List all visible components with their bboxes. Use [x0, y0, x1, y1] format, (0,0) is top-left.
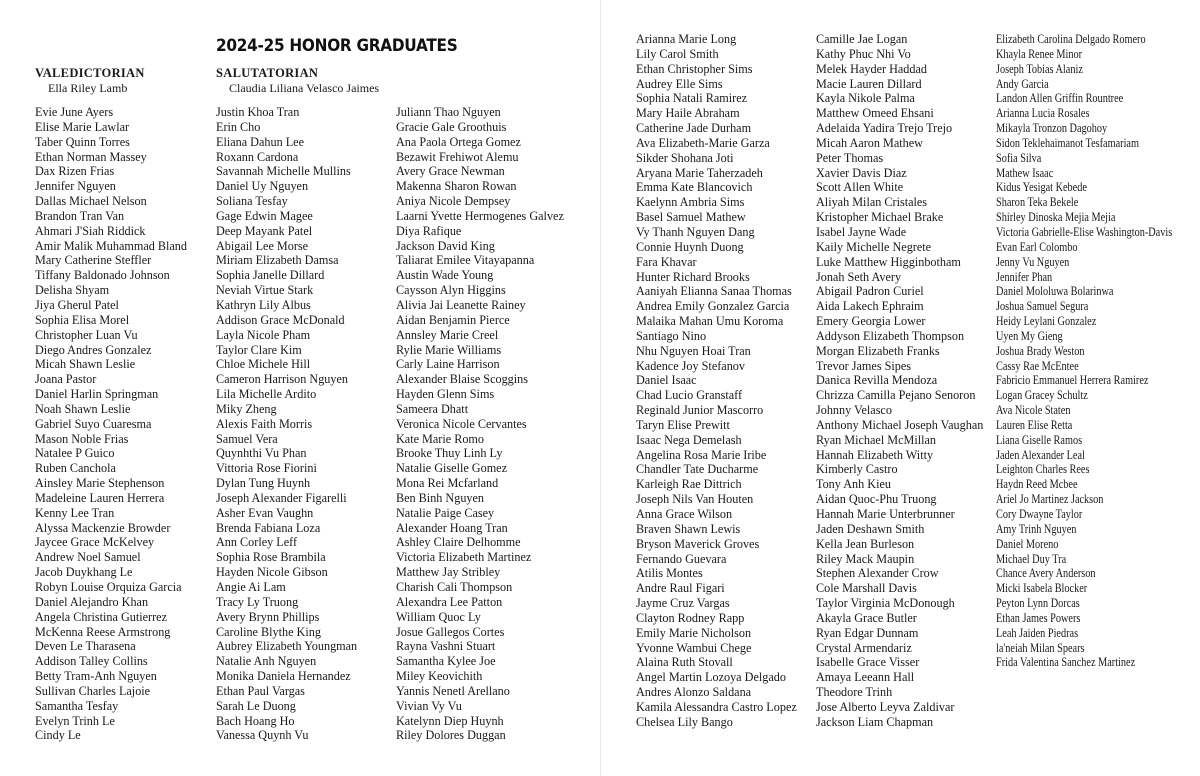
- graduate-name: Jose Alberto Leyva Zaldivar: [816, 699, 955, 714]
- graduate-name: Andy Garcia: [996, 76, 1049, 91]
- graduate-name: Charish Cali Thompson: [396, 580, 513, 594]
- graduate-name: Yvonne Wambui Chege: [636, 640, 752, 655]
- graduate-name: Hunter Richard Brooks: [636, 269, 750, 284]
- graduate-name: Aubrey Elizabeth Youngman: [216, 639, 358, 654]
- graduate-name: Morgan Elizabeth Franks: [816, 343, 940, 358]
- salutatorian-label: SALUTATORIAN: [216, 66, 319, 80]
- graduate-name: Melek Hayder Haddad: [816, 61, 927, 76]
- graduate-name: Matthew Jay Stribley: [396, 565, 501, 580]
- graduate-name: Mathew Isaac: [996, 165, 1054, 180]
- graduate-name: Danica Revilla Mendoza: [816, 373, 938, 388]
- graduate-name: Noah Shawn Leslie: [35, 401, 131, 416]
- graduate-name: Kathryn Lily Albus: [216, 297, 311, 312]
- graduate-name: Alexandra Lee Patton: [396, 594, 503, 609]
- graduate-name: Joseph Nils Van Houten: [636, 492, 754, 507]
- page-spread-divider: [600, 0, 601, 776]
- graduate-name: Sophia Elisa Morel: [35, 312, 130, 327]
- graduate-name: Natalie Giselle Gomez: [396, 461, 507, 476]
- graduate-name: Sameera Dhatt: [396, 401, 469, 416]
- graduate-name: Fara Khavar: [636, 254, 697, 269]
- graduate-name: Daniel Isaac: [636, 373, 697, 388]
- graduate-name: Haydn Reed Mcbee: [996, 477, 1078, 492]
- graduate-name: Scott Allen White: [816, 180, 904, 195]
- graduate-name: Taryn Elise Prewitt: [636, 417, 730, 432]
- graduate-list-column-1: [35, 105, 187, 743]
- graduate-name: Ben Binh Nguyen: [396, 490, 485, 505]
- graduate-name: Aida Lakech Ephraim: [816, 299, 924, 314]
- graduate-name: Lauren Elise Retta: [996, 417, 1073, 432]
- graduate-name: Addyson Elizabeth Thompson: [816, 328, 965, 343]
- graduate-name: Stephen Alexander Crow: [816, 566, 939, 581]
- graduate-name: Logan Gracey Schultz: [996, 388, 1088, 403]
- graduate-name: Jiya Gherul Patel: [35, 297, 119, 312]
- graduate-name: Hannah Marie Unterbrunner: [816, 507, 955, 521]
- graduate-name: Aniya Nicole Dempsey: [396, 194, 511, 209]
- graduate-name: Hayden Nicole Gibson: [216, 565, 328, 580]
- graduate-name: Mary Haile Abraham: [636, 106, 740, 121]
- graduate-name: Mona Rei Mcfarland: [396, 476, 499, 491]
- graduate-name: Ethan James Powers: [996, 610, 1081, 625]
- graduate-name: Matthew Omeed Ehsani: [816, 106, 934, 121]
- graduate-name: Vivian Vy Vu: [396, 698, 462, 713]
- graduate-name: Hayden Glenn Sims: [396, 387, 495, 402]
- graduate-name: Brenda Fabiana Loza: [216, 520, 321, 535]
- graduate-name: Isabelle Grace Visser: [816, 655, 920, 670]
- graduate-name: Daniel Uy Nguyen: [216, 179, 309, 194]
- graduate-name: Daniel Moreno: [996, 536, 1059, 551]
- graduate-name: Juliann Thao Nguyen: [396, 105, 501, 119]
- graduate-name: Lily Carol Smith: [636, 46, 719, 61]
- graduate-name: Riley Dolores Duggan: [396, 728, 506, 743]
- graduate-name: Jaden Alexander Leal: [996, 447, 1085, 462]
- graduate-name: Jaden Deshawn Smith: [816, 521, 925, 536]
- graduate-name: Peter Thomas: [816, 150, 884, 165]
- graduate-name: Sarah Le Duong: [216, 698, 296, 713]
- graduate-name: Kimberly Castro: [816, 462, 898, 477]
- graduate-name: Macie Lauren Dillard: [816, 76, 922, 91]
- graduate-name: Frida Valentina Sanchez Martinez: [996, 655, 1136, 670]
- graduate-list-column-6: [996, 32, 1200, 670]
- graduate-name: Isaac Nega Demelash: [636, 432, 742, 447]
- graduate-name: Makenna Sharon Rowan: [396, 179, 517, 194]
- graduate-name: Hannah Elizabeth Witty: [816, 447, 934, 462]
- graduate-name: Fernando Guevara: [636, 551, 727, 566]
- graduate-name: Angie Ai Lam: [216, 580, 286, 594]
- graduate-name: Kenny Lee Tran: [35, 505, 115, 520]
- graduate-name: Eliana Dahun Lee: [216, 134, 304, 149]
- graduate-name: Taliarat Emilee Vitayapanna: [396, 253, 535, 268]
- graduate-name: Audrey Elle Sims: [636, 76, 723, 91]
- graduate-name: Ryan Michael McMillan: [816, 432, 937, 447]
- graduate-name: Sophia Rose Brambila: [216, 550, 326, 565]
- graduate-name: Taber Quinn Torres: [35, 134, 130, 149]
- graduate-name: Micah Aaron Mathew: [816, 135, 923, 150]
- graduate-name: Joshua Brady Weston: [996, 343, 1085, 358]
- graduate-name: Amaya Leeann Hall: [816, 670, 915, 685]
- graduate-name: Yannis Nenetl Arellano: [396, 683, 510, 698]
- graduate-name: Victoria Elizabeth Martinez: [396, 550, 532, 565]
- page-title: 2024-25 HONOR GRADUATES: [216, 36, 458, 56]
- graduate-name: Aliyah Milan Cristales: [816, 195, 928, 210]
- graduate-name: Diya Rafique: [396, 223, 462, 238]
- graduate-name: Jennifer Nguyen: [35, 179, 116, 194]
- graduate-name: Katelynn Diep Huynh: [396, 713, 504, 728]
- graduate-name: Diego Andres Gonzalez: [35, 342, 152, 357]
- graduate-name: Jayme Cruz Vargas: [636, 596, 730, 611]
- graduate-name: Shirley Dinoska Mejia Mejia: [996, 210, 1116, 225]
- graduate-name: Sikder Shohana Joti: [636, 150, 734, 165]
- graduate-name: Elise Marie Lawlar: [35, 119, 130, 134]
- graduate-name: Chrizza Camilla Pejano Senoron: [816, 388, 976, 403]
- graduate-name: Jackson Liam Chapman: [816, 714, 934, 729]
- graduate-name: Lila Michelle Ardito: [216, 387, 317, 402]
- graduate-name: Andres Alonzo Saldana: [636, 685, 752, 700]
- graduate-name: Karleigh Rae Dittrich: [636, 477, 742, 492]
- graduate-name: Mikayla Tronzon Dagohoy: [996, 121, 1108, 136]
- graduate-name: Chance Avery Anderson: [996, 566, 1096, 581]
- graduate-name: Andre Raul Figari: [636, 581, 725, 596]
- graduate-name: Tracy Ly Truong: [216, 594, 299, 609]
- graduate-name: Alaina Ruth Stovall: [636, 655, 733, 670]
- graduate-name: Joseph Alexander Figarelli: [216, 490, 347, 505]
- graduate-name: Kathy Phuc Nhi Vo: [816, 46, 911, 61]
- graduate-name: Bryson Maverick Groves: [636, 536, 760, 551]
- graduate-name: Vy Thanh Nguyen Dang: [636, 224, 755, 239]
- graduate-name: Austin Wade Young: [396, 268, 494, 283]
- graduate-name: Cassy Rae McEntee: [996, 358, 1079, 373]
- graduate-name: Ann Corley Leff: [216, 535, 298, 550]
- graduate-name: Madeleine Lauren Herrera: [35, 490, 165, 505]
- graduate-name: Veronica Nicole Cervantes: [396, 416, 527, 431]
- graduate-name: Ana Paola Ortega Gomez: [396, 134, 521, 149]
- graduate-name: Caysson Alyn Higgins: [396, 283, 506, 298]
- graduate-name: Chandler Tate Ducharme: [636, 462, 759, 477]
- graduate-name: Chad Lucio Granstaff: [636, 388, 743, 403]
- graduate-name: Asher Evan Vaughn: [216, 505, 314, 520]
- graduate-name: Layla Nicole Pham: [216, 327, 311, 342]
- graduate-name: Cory Dwayne Taylor: [996, 507, 1083, 521]
- graduate-name: Taylor Virginia McDonough: [816, 596, 955, 611]
- graduate-name: Fabricio Emmanuel Herrera Ramirez: [996, 373, 1149, 388]
- graduate-name: Landon Allen Griffin Rountree: [996, 91, 1124, 106]
- graduate-name: Santiago Nino: [636, 328, 707, 343]
- graduate-name: Jonah Seth Avery: [816, 269, 902, 284]
- graduate-name: Jenny Vu Nguyen: [996, 254, 1070, 269]
- graduate-name: Samantha Kylee Joe: [396, 654, 496, 669]
- graduate-name: Daniel Alejandro Khan: [35, 594, 149, 609]
- graduate-name: Miky Zheng: [216, 401, 277, 416]
- graduate-name: Riley Mack Maupin: [816, 551, 915, 566]
- graduate-name: Vanessa Quynh Vu: [216, 728, 309, 743]
- graduate-name: Kristopher Michael Brake: [816, 210, 944, 225]
- graduate-name: Alyssa Mackenzie Browder: [35, 520, 171, 535]
- graduate-name: Catherine Jade Durham: [636, 121, 752, 136]
- graduate-name: Abigail Padron Curiel: [816, 284, 924, 299]
- graduate-name: Angela Christina Gutierrez: [35, 609, 167, 624]
- graduate-name: Alexander Hoang Tran: [396, 520, 508, 535]
- graduate-name: Tony Anh Kieu: [816, 477, 891, 492]
- graduate-name: Miley Keovichith: [396, 669, 483, 684]
- graduate-name: Alivia Jai Leanette Rainey: [396, 297, 526, 312]
- graduate-name: Jackson David King: [396, 238, 495, 253]
- graduate-name: Sophia Natali Ramirez: [636, 91, 748, 106]
- graduate-name: Dylan Tung Huynh: [216, 476, 311, 491]
- graduate-name: Amir Malik Muhammad Bland: [35, 238, 187, 253]
- graduate-name: Aryana Marie Taherzadeh: [636, 165, 763, 180]
- graduate-name: Ethan Christopher Sims: [636, 61, 753, 76]
- graduate-name: Malaika Mahan Umu Koroma: [636, 314, 784, 329]
- graduate-name: Sullivan Charles Lajoie: [35, 683, 151, 698]
- graduate-name: Ava Nicole Staten: [996, 403, 1071, 418]
- graduate-name: Kamila Alessandra Castro Lopez: [636, 699, 797, 714]
- graduate-name: Arianna Lucia Rosales: [996, 106, 1090, 121]
- graduate-name: Samantha Tesfay: [35, 698, 119, 713]
- graduate-name: Kate Marie Romo: [396, 431, 484, 446]
- graduate-name: Ruben Canchola: [35, 461, 116, 476]
- graduate-name: Monika Daniela Hernandez: [216, 669, 351, 684]
- graduate-name: Peyton Lynn Dorcas: [996, 596, 1080, 611]
- graduate-name: Luke Matthew Higginbotham: [816, 254, 961, 269]
- graduate-name: Ryan Edgar Dunnam: [816, 625, 919, 640]
- graduate-name: Johnny Velasco: [816, 403, 892, 418]
- graduate-name: William Quoc Ly: [396, 609, 481, 624]
- graduate-name: Amy Trinh Nguyen: [996, 521, 1077, 536]
- graduate-name: Isabel Jayne Wade: [816, 224, 907, 239]
- graduate-name: Gage Edwin Magee: [216, 208, 313, 223]
- graduate-name: Cole Marshall Davis: [816, 581, 917, 596]
- salutatorian-block: [216, 66, 379, 96]
- graduate-name: Anthony Michael Joseph Vaughan: [816, 417, 984, 432]
- graduate-list-column-5: [816, 32, 983, 730]
- graduate-name: Jennifer Phan: [996, 269, 1053, 284]
- graduate-name: Avery Brynn Phillips: [216, 609, 320, 624]
- graduate-name: Caroline Blythe King: [216, 624, 321, 639]
- graduate-name: Samuel Vera: [216, 431, 278, 446]
- graduate-name: Sidon Teklehaimanot Tesfamariam: [996, 135, 1139, 150]
- graduate-name: Jacob Duykhang Le: [35, 565, 133, 580]
- valedictorian-label: VALEDICTORIAN: [35, 66, 145, 80]
- graduate-name: Taylor Clare Kim: [216, 342, 302, 357]
- graduate-name: Jaycee Grace McKelvey: [35, 535, 155, 550]
- graduate-name: Leah Jaiden Piedras: [996, 625, 1079, 640]
- graduate-name: Angel Martin Lozoya Delgado: [636, 670, 786, 685]
- graduate-name: Evie June Ayers: [35, 105, 114, 119]
- graduate-name: Alexander Blaise Scoggins: [396, 372, 529, 387]
- graduate-name: Aaniyah Elianna Sanaa Thomas: [636, 284, 792, 299]
- graduate-name: Gabriel Suyo Cuaresma: [35, 416, 152, 431]
- valedictorian-name: Ella Riley Lamb: [48, 81, 128, 95]
- graduate-name: Rayna Vashni Stuart: [396, 639, 496, 654]
- graduate-name: Sofia Silva: [996, 150, 1042, 165]
- graduate-name: Betty Tram-Anh Nguyen: [35, 669, 157, 684]
- graduate-name: Chloe Michele Hill: [216, 357, 311, 372]
- graduate-name: Kaily Michelle Negrete: [816, 239, 932, 254]
- graduate-name: Liana Giselle Ramos: [996, 432, 1083, 447]
- graduate-name: Natalie Paige Casey: [396, 505, 495, 520]
- graduate-name: Ashley Claire Delhomme: [396, 535, 521, 550]
- graduate-name: Vittoria Rose Fiorini: [216, 461, 317, 476]
- graduate-name: Dax Rizen Frias: [35, 164, 115, 179]
- graduate-name: Deven Le Tharasena: [35, 639, 136, 654]
- graduate-name: Avery Grace Newman: [396, 164, 505, 179]
- graduate-name: Ariel Jo Martinez Jackson: [996, 492, 1104, 507]
- graduate-name: Ethan Paul Vargas: [216, 683, 305, 698]
- graduate-name: Andrea Emily Gonzalez Garcia: [636, 299, 790, 314]
- graduate-name: Miriam Elizabeth Damsa: [216, 253, 339, 268]
- graduate-name: Deep Mayank Patel: [216, 223, 313, 238]
- graduate-name: Emery Georgia Lower: [816, 314, 926, 329]
- graduate-name: Savannah Michelle Mullins: [216, 164, 351, 179]
- graduate-name: Khayla Renee Minor: [996, 46, 1083, 61]
- graduate-name: Bach Hoang Ho: [216, 713, 295, 728]
- graduate-name: Abigail Lee Morse: [216, 238, 309, 253]
- graduate-name: Tiffany Baldonado Johnson: [35, 268, 170, 283]
- graduate-name: Clayton Rodney Rapp: [636, 610, 745, 625]
- graduate-name: Carly Laine Harrison: [396, 357, 500, 372]
- graduate-name: Robyn Louise Orquiza Garcia: [35, 580, 182, 594]
- graduate-name: Soliana Tesfay: [216, 194, 288, 209]
- graduate-name: Mary Catherine Steffler: [35, 253, 152, 268]
- graduate-name: Basel Samuel Mathew: [636, 210, 746, 225]
- graduate-name: Kaelynn Ambria Sims: [636, 195, 745, 210]
- graduate-name: Bezawit Frehiwot Alemu: [396, 149, 519, 164]
- graduate-name: Neviah Virtue Stark: [216, 283, 314, 298]
- graduate-name: Christopher Luan Vu: [35, 327, 138, 342]
- graduate-name: Evan Earl Colombo: [996, 239, 1078, 254]
- graduate-name: Reginald Junior Mascorro: [636, 403, 764, 418]
- graduate-name: Emma Kate Blancovich: [636, 180, 753, 195]
- graduate-name: Micah Shawn Leslie: [35, 357, 136, 372]
- graduate-name: Daniel Harlin Springman: [35, 387, 159, 402]
- graduate-name: Leighton Charles Rees: [996, 462, 1090, 477]
- graduate-name: Ainsley Marie Stephenson: [35, 476, 165, 491]
- valedictorian-block: [35, 66, 145, 96]
- graduate-name: Sophia Janelle Dillard: [216, 268, 325, 283]
- graduate-name: Laarni Yvette Hermogenes Galvez: [396, 208, 564, 223]
- graduate-name: Roxann Cardona: [216, 149, 299, 164]
- graduate-name: Joseph Tobias Alaniz: [996, 61, 1083, 76]
- graduate-name: Kella Jean Burleson: [816, 536, 915, 551]
- graduate-name: Joana Pastor: [35, 372, 97, 387]
- graduate-name: Atilis Montes: [636, 566, 703, 581]
- graduate-name: Michael Duy Tra: [996, 551, 1067, 566]
- graduate-name: la'neiah Milan Spears: [996, 640, 1085, 655]
- graduate-name: Addison Talley Collins: [35, 654, 148, 669]
- graduate-name: Theodore Trinh: [816, 685, 893, 700]
- graduate-name: Delisha Shyam: [35, 283, 110, 298]
- graduate-name: Dallas Michael Nelson: [35, 194, 147, 209]
- graduate-name: Mason Noble Frias: [35, 431, 129, 446]
- graduate-name: Quynhthi Vu Phan: [216, 446, 307, 461]
- graduate-name: Gracie Gale Groothuis: [396, 119, 507, 134]
- graduate-name: Annsley Marie Creel: [396, 327, 499, 342]
- graduate-name: Justin Khoa Tran: [216, 105, 300, 119]
- graduate-name: Kayla Nikole Palma: [816, 91, 915, 106]
- graduate-name: Josue Gallegos Cortes: [396, 624, 505, 639]
- graduate-name: Natalie Anh Nguyen: [216, 654, 317, 669]
- graduate-name: Cindy Le: [35, 728, 81, 743]
- graduate-name: Uyen My Gieng: [996, 328, 1063, 343]
- graduate-name: Rylie Marie Williams: [396, 342, 502, 357]
- graduate-name: Anna Grace Wilson: [636, 507, 733, 521]
- graduate-name: Addison Grace McDonald: [216, 312, 345, 327]
- graduate-name: Angelina Rosa Marie Iribe: [636, 447, 767, 462]
- graduate-name: Emily Marie Nicholson: [636, 625, 752, 640]
- graduate-name: Ethan Norman Massey: [35, 149, 147, 164]
- graduate-name: Cameron Harrison Nguyen: [216, 372, 348, 387]
- graduate-name: Andrew Noel Samuel: [35, 550, 141, 565]
- graduate-list-column-2: [216, 105, 357, 743]
- graduate-name: Arianna Marie Long: [636, 32, 737, 46]
- graduate-name: Aidan Quoc-Phu Truong: [816, 492, 937, 507]
- graduate-name: Chelsea Lily Bango: [636, 714, 733, 729]
- graduate-name: Victoria Gabrielle-Elise Washington-Davis: [996, 224, 1173, 239]
- graduate-list-column-3: [396, 105, 564, 743]
- graduate-name: Evelyn Trinh Le: [35, 713, 115, 728]
- graduate-name: Crystal Armendariz: [816, 640, 912, 655]
- graduate-name: Ahmari J'Siah Riddick: [35, 223, 146, 238]
- graduate-name: Kadence Joy Stefanov: [636, 358, 745, 373]
- graduate-name: Heidy Leylani Gonzalez: [996, 314, 1097, 329]
- graduate-name: Sharon Teka Bekele: [996, 195, 1079, 210]
- graduate-name: McKenna Reese Armstrong: [35, 624, 171, 639]
- graduate-name: Braven Shawn Lewis: [636, 521, 741, 536]
- graduate-name: Camille Jae Logan: [816, 32, 908, 46]
- graduate-name: Ava Elizabeth-Marie Garza: [636, 135, 770, 150]
- graduate-name: Brandon Tran Van: [35, 208, 125, 223]
- graduate-name: Elizabeth Carolina Delgado Romero: [996, 32, 1146, 46]
- graduate-name: Aidan Benjamin Pierce: [396, 312, 510, 327]
- graduate-name: Micki Isabela Blocker: [996, 581, 1088, 596]
- graduate-name: Trevor James Sipes: [816, 358, 912, 373]
- graduate-name: Erin Cho: [216, 119, 261, 134]
- graduate-name: Daniel Mololuwa Bolarinwa: [996, 284, 1114, 299]
- graduate-name: Nhu Nguyen Hoai Tran: [636, 343, 751, 358]
- graduate-name: Joshua Samuel Segura: [996, 299, 1089, 314]
- graduate-name: Connie Huynh Duong: [636, 239, 744, 254]
- graduate-name: Akayla Grace Butler: [816, 610, 917, 625]
- graduate-list-column-4: [636, 32, 797, 730]
- graduate-name: Natalee P Guico: [35, 446, 115, 461]
- graduate-name: Xavier Davis Diaz: [816, 165, 907, 180]
- graduate-name: Adelaida Yadira Trejo Trejo: [816, 121, 953, 136]
- graduate-name: Alexis Faith Morris: [216, 416, 313, 431]
- salutatorian-name: Claudia Liliana Velasco Jaimes: [229, 81, 380, 95]
- graduate-name: Brooke Thuy Linh Ly: [396, 446, 503, 461]
- graduate-name: Kidus Yesigat Kebede: [996, 180, 1087, 195]
